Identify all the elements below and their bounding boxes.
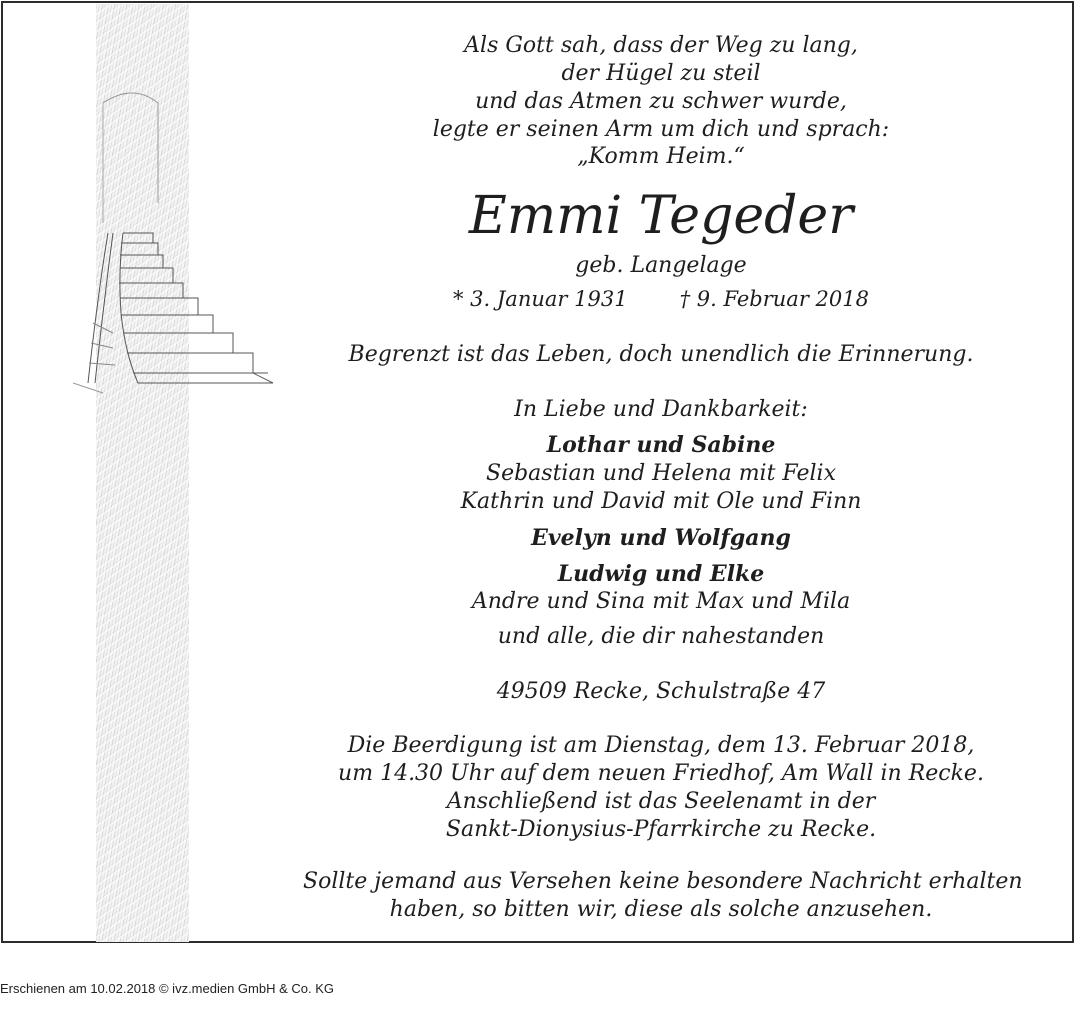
mourners-all: und alle, die dir nahestanden bbox=[497, 624, 825, 649]
poem-line-3: und das Atmen zu schwer wurde, bbox=[475, 89, 847, 114]
maiden-name: geb. Langelage bbox=[575, 253, 747, 278]
mourner-group-1-head: Lothar und Sabine bbox=[546, 432, 776, 458]
funeral-line-2: um 14.30 Uhr auf dem neuen Friedhof, Am Wall in Recke. bbox=[338, 761, 984, 786]
poem-line-5: „Komm Heim.“ bbox=[577, 144, 745, 169]
quote: Begrenzt ist das Leben, doch unendlich die Erinnerung. bbox=[348, 342, 974, 367]
notice-line-1: Sollte jemand aus Versehen keine besondere Nachricht erhalten bbox=[303, 869, 1023, 894]
mourner-group-1-line-1: Sebastian und Helena mit Felix bbox=[486, 461, 836, 486]
mourner-group-3-head: Ludwig und Elke bbox=[557, 561, 765, 587]
life-dates bbox=[303, 285, 1019, 313]
deceased-name: Emmi Tegeder bbox=[468, 186, 854, 246]
publication-footer: Erschienen am 10.02.2018 © ivz.medien GmbH & Co. KG bbox=[0, 981, 335, 996]
mourners-intro: In Liebe und Dankbarkeit: bbox=[514, 397, 808, 422]
death-date: † 9. Februar 2018 bbox=[679, 287, 869, 311]
poem-line-4: legte er seinen Arm um dich und sprach: bbox=[432, 117, 890, 142]
mourner-group-3-line-1: Andre und Sina mit Max und Mila bbox=[471, 589, 851, 614]
birth-date: * 3. Januar 1931 bbox=[453, 287, 628, 311]
poem-line-2: der Hügel zu steil bbox=[561, 61, 761, 86]
funeral-line-4: Sankt-Dionysius-Pfarrkirche zu Recke. bbox=[445, 817, 877, 842]
staircase-sketch-icon bbox=[63, 83, 278, 413]
funeral-line-1: Die Beerdigung ist am Dienstag, dem 13. Februar 2018, bbox=[347, 733, 975, 758]
notice-line-2: haben, so bitten wir, diese als solche anzusehen. bbox=[389, 897, 933, 922]
mourner-group-2-head: Evelyn und Wolfgang bbox=[531, 525, 791, 551]
mourner-group-1-line-2: Kathrin und David mit Ole und Finn bbox=[460, 489, 862, 514]
poem-line-1: Als Gott sah, dass der Weg zu lang, bbox=[464, 33, 858, 58]
obituary-frame bbox=[1, 1, 1074, 943]
funeral-line-3: Anschließend ist das Seelenamt in der bbox=[446, 789, 876, 814]
address: 49509 Recke, Schulstraße 47 bbox=[496, 679, 826, 704]
